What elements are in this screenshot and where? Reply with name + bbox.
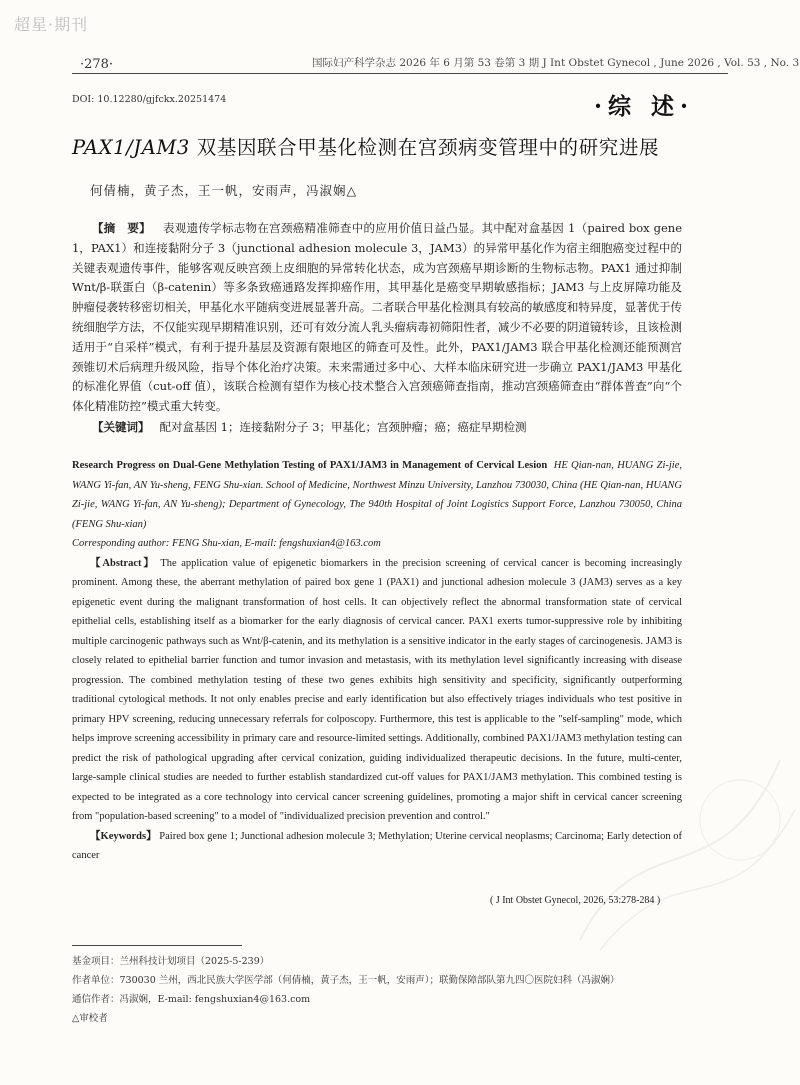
footnote-reviewer: △审校者 xyxy=(72,1013,108,1024)
chinese-keywords-label: 【关键词】 xyxy=(92,420,150,434)
title-gene-part: PAX1/JAM3 xyxy=(72,136,190,159)
chinese-abstract-text: 表观遗传学标志物在宫颈癌精准筛查中的应用价值日益凸显。其中配对盒基因 1（paired box gene 1，PAX1）和连接黏附分子 3（junctional adhesion molecule 3，JAM3）的异常甲基化作为宿主细胞癌变过程中的关键表观遗传事件，能够客观反映宫颈上皮细胞的异常转化状态，成为宫颈癌早期诊断的生物标志物。PAX1 通过抑制 Wnt/β-联蛋白（β-catenin）等多条致癌通路发挥抑癌作用，其甲基化是癌变早期敏感指标；JAM3 与上皮屏障功能及肿瘤侵袭转移密切相关，甲基化水平随病变进展显著升高。二者联合甲基化检测具有较高的敏感度和特异度，显著优于传统细胞学方法，不仅能实现早期精准识别，还可有效分流人乳头瘤病毒初筛阳性者，减少不必要的阴道镜转诊，且该检测适用于“自采样”模式，有利于提升基层及资源有限地区的筛查可及性。此外，PAX1/JAM3 联合甲基化检测还能预测宫颈锥切术后病理升级风险，指导个体化治疗决策。未来需通过多中心、大样本临床研究进一步确立 PAX1/JAM3 甲基化的标准化界值（cut-off 值），该联合检测有望作为核心技术整合入宫颈癌筛查指南，推动宫颈癌筛查由“群体普查”向“个体化精准防控”模式重大转变。 xyxy=(72,221,682,414)
footnotes xyxy=(72,952,712,1028)
footnote-corresponding: 通信作者：冯淑娴，E-mail: fengshuxian4@163.com xyxy=(72,994,311,1005)
article-title xyxy=(72,132,659,160)
doi: DOI: 10.12280/gjfckx.20251474 xyxy=(72,94,227,105)
title-rest: 双基因联合甲基化检测在宫颈病变管理中的研究进展 xyxy=(189,136,660,159)
footnote-rule xyxy=(72,945,242,946)
chinese-abstract-label: 【摘 要】 xyxy=(92,221,151,235)
english-title-block xyxy=(72,456,682,534)
english-section xyxy=(72,456,682,866)
running-head: 国际妇产科学杂志 2026 年 6 月第 53 卷第 3 期 J Int Obstet Gynecol , June 2026 , Vol. 53 , No. 3 xyxy=(312,57,800,69)
english-keywords-label: 【Keywords】 xyxy=(90,830,157,842)
english-corresponding-author: Corresponding author: FENG Shu-xian, E-mail: fengshuxian4@163.com xyxy=(72,538,381,549)
english-abstract-text: The application value of epigenetic biomarkers in the precision screening of cervical cancer is becoming increasingly prominent. Among these, the aberrant methylation of paired box gene 1 (PAX1) and junctional adhesion molecule 3 (JAM3) serves as a key epigenetic event during the malignant transformation of host cells. It can objectively reflect the abnormal transformation state of cervical epithelial cells, establishing itself as a biomarker for the early diagnosis of cervical cancer. PAX1 exerts tumor-suppressive role by inhibiting multiple carcinogenic pathways such as Wnt/β-catenin, and its methylation is a sensitive indicator in the early stages of carcinogenesis. JAM3 is closely related to epithelial barrier function and tumor invasion and metastasis, with its methylation level significantly increasing with disease progression. The combined methylation testing of these two genes exhibits high sensitivity and specificity, significantly outperforming traditional cytological methods. It not only enables precise and early identification but also effectively triages individuals who test positive in primary HPV screening, reducing unnecessary referrals for colposcopy. Furthermore, this test is applicable to the "self-sampling" mode, which helps improve screening accessibility in primary care and resource-limited settings. Additionally, combined PAX1/JAM3 methylation testing can predict the risk of pathological upgrading after cervical conization, guiding individualized therapeutic decisions. In the future, multi-center, large-sample clinical studies are needed to further establish standardized cut-off values for PAX1/JAM3 methylation. This combined testing is expected to be integrated as a core technology into cervical cancer screening guidelines, promoting a major shift in cervical cancer screening from "population-based screening" to a model of "individualized precision prevention and control." xyxy=(72,557,683,822)
chinese-abstract xyxy=(72,219,682,417)
footnote-affiliation: 作者单位：730030 兰州，西北民族大学医学部（何倩楠，黄子杰，王一帆，安雨声）；联勤保障部队第九四〇医院妇科（冯淑娴） xyxy=(72,975,620,986)
author-list: 何倩楠，黄子杰，王一帆，安雨声，冯淑娴△ xyxy=(90,183,358,198)
english-title: Research Progress on Dual-Gene Methylation Testing of PAX1/JAM3 in Management of Cervical Lesion xyxy=(72,460,548,471)
header-rule xyxy=(72,73,728,74)
citation: ( J Int Obstet Gynecol, 2026, 53:278-284 ) xyxy=(490,895,661,906)
chinese-keywords-text: 配对盒基因 1；连接黏附分子 3；甲基化；宫颈肿瘤；癌；癌症早期检测 xyxy=(159,420,527,434)
footnote-fund: 基金项目：兰州科技计划项目（2025-5-239） xyxy=(72,956,270,967)
english-abstract-label: 【Abstract】 xyxy=(90,557,156,569)
watermark-logo: 超星·期刊 xyxy=(14,15,89,34)
chinese-keywords xyxy=(72,418,682,437)
column-label: ·综 述· xyxy=(594,93,695,120)
english-abstract xyxy=(72,554,682,827)
english-authors-affiliation: HE Qian-nan, HUANG Zi-jie, WANG Yi-fan, AN Yu-sheng, FENG Shu-xian. School of Medicine, Northwest Minzu University, Lanzhou 730030, China (HE Qian-nan, HUANG Zi-jie, WANG Yi-fan, AN Yu-sheng); Department of Gynecology, The 940th Hospital of Joint Logistics Support Force, Lanzhou 730050, China (FENG Shu-xian) xyxy=(72,460,682,530)
english-keywords-text: Paired box gene 1; Junctional adhesion molecule 3; Methylation; Uterine cervical neoplasms; Carcinoma; Early detection of cancer xyxy=(72,830,683,861)
page-number: ·278· xyxy=(80,57,114,72)
english-keywords xyxy=(72,827,682,866)
